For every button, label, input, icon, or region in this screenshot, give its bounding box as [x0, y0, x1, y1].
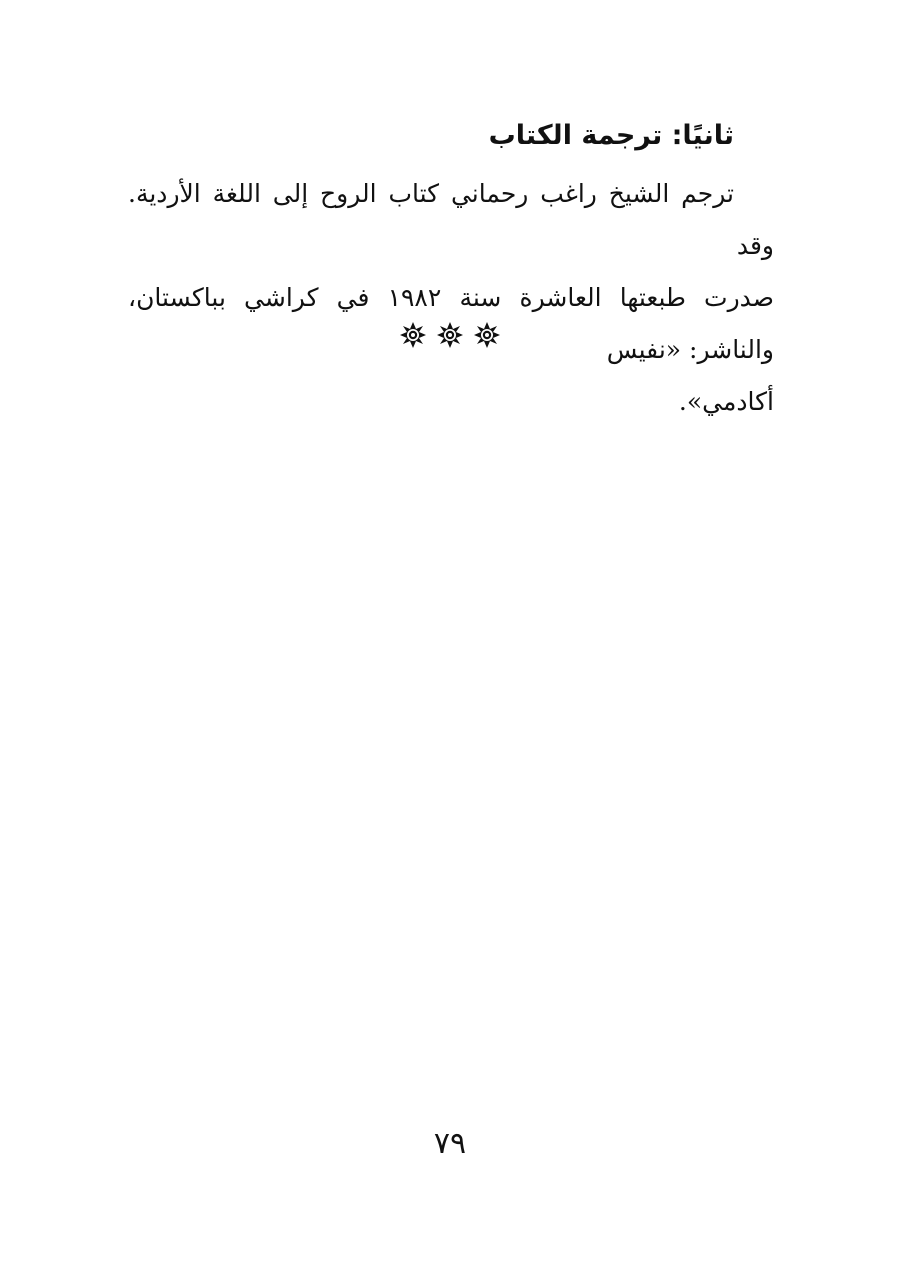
section-heading: ثانيًا: ترجمة الكتاب: [488, 120, 734, 151]
paragraph-line: ترجم الشيخ راغب رحماني كتاب الروح إلى اللغة الأردية. وقد: [128, 179, 774, 260]
ornament-icon: [474, 322, 500, 348]
body-paragraph: [128, 168, 774, 428]
ornament-icon: [400, 322, 426, 348]
section-divider: [400, 318, 500, 352]
paragraph-line: أكادمي».: [678, 387, 774, 416]
paragraph-line: صدرت طبعتها العاشرة سنة ١٩٨٢ في كراشي بباكستان، والناشر: «نفيس: [128, 283, 774, 364]
ornament-icon: [437, 322, 463, 348]
page-number: ٧٩: [433, 1126, 467, 1161]
